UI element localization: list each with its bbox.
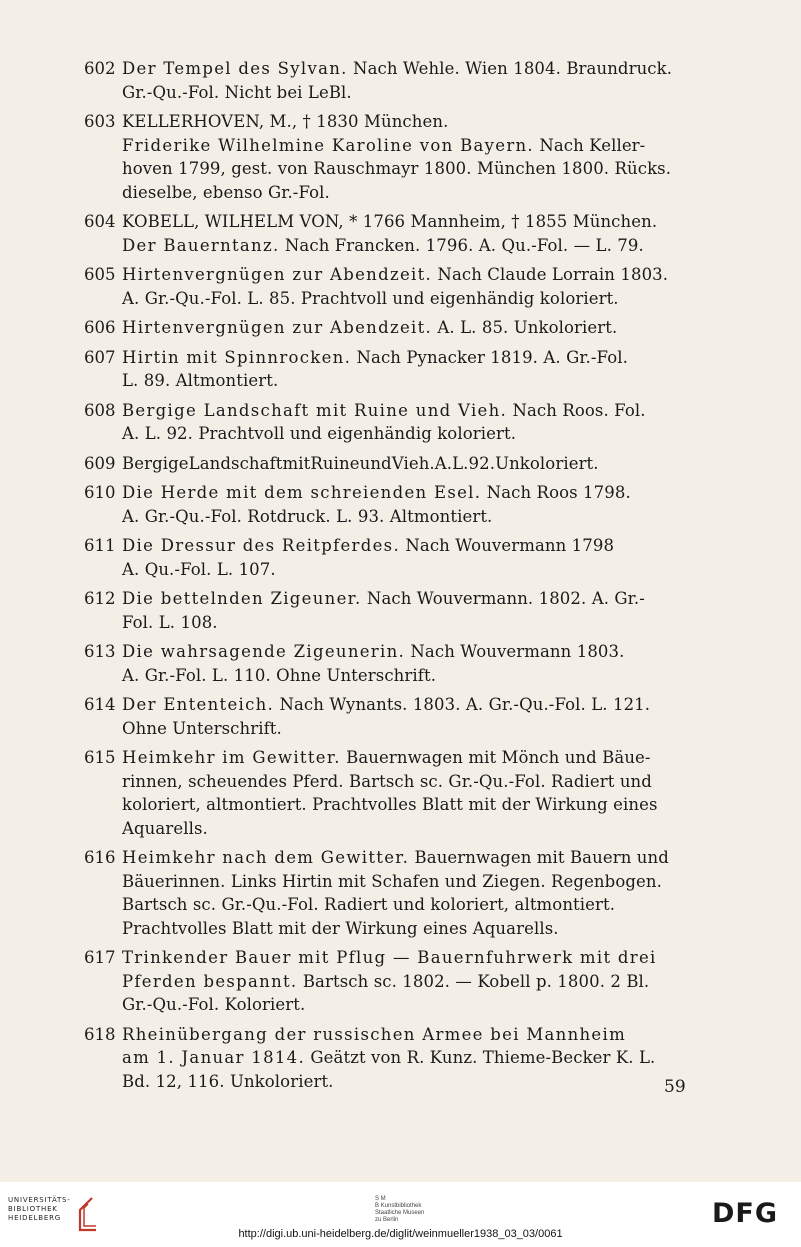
entry-line [122, 369, 700, 393]
entry-line [122, 587, 700, 611]
entry-line [122, 817, 700, 841]
catalog-entry [84, 693, 700, 740]
entry-description: Bauernwagen mit Mönch und Bäue- [340, 748, 651, 767]
catalog-entry [84, 846, 700, 940]
entry-number: 605 [84, 265, 116, 284]
entry-line [122, 1046, 700, 1070]
entry-line [122, 534, 700, 558]
entry-title: Die bettelnden Zigeuner. [122, 589, 362, 608]
entry-line [122, 917, 700, 941]
catalog-entry [84, 110, 700, 204]
entry-description: Nach Wouvermann. 1802. A. Gr.- [361, 589, 645, 608]
entry-description: Bauernwagen mit Bauern und [409, 848, 669, 867]
entry-description: Bd. 12, 116. Unkoloriert. [122, 1071, 334, 1091]
entry-line [122, 399, 700, 423]
entry-line [122, 893, 700, 917]
entry-line [122, 693, 700, 717]
kb-line: Staatliche Museen [375, 1210, 425, 1216]
entry-number: 613 [84, 642, 116, 661]
entry-number: 603 [84, 112, 116, 131]
catalog-entry [84, 481, 700, 528]
entry-title: Bergige Landschaft mit Ruine und Vieh. [122, 400, 508, 420]
source-url-link[interactable]: http://digi.ub.uni-heidelberg.de/diglit/weinmueller1938_03_03/0061 [238, 1228, 563, 1240]
entry-line [122, 640, 700, 664]
entry-description: BergigeLandschaftmitRuineundVieh.A.L.92.Unkoloriert. [122, 453, 599, 473]
entry-line [122, 481, 700, 505]
entry-description: rinnen, scheuendes Pferd. Bartsch sc. Gr.-Qu.-Fol. Radiert und [122, 771, 652, 791]
entry-line [122, 505, 700, 529]
catalog-entry [84, 316, 700, 340]
entry-number: 607 [84, 347, 116, 367]
entry-line [122, 846, 700, 870]
entry-line [122, 316, 700, 340]
entry-text [122, 263, 700, 310]
entry-line [122, 558, 700, 582]
entry-description: koloriert, altmontiert. Prachtvolles Blatt mit der Wirkung eines [122, 795, 658, 814]
catalog-entry [84, 346, 700, 393]
entry-description: Bartsch sc. 1802. — Kobell p. 1800. 2 Bl. [297, 971, 650, 991]
entry-description: KOBELL, WILHELM VON, * 1766 Mannheim, † 1855 München. [122, 212, 658, 231]
entry-line [122, 287, 700, 311]
entry-line [122, 157, 700, 181]
entry-line [122, 263, 700, 287]
entry-description: dieselbe, ebenso Gr.-Fol. [122, 182, 330, 202]
entry-description: Ohne Unterschrift. [122, 718, 282, 738]
entry-line [122, 746, 700, 770]
entry-description: L. 89. Altmontiert. [122, 371, 279, 390]
entry-line [122, 57, 700, 81]
catalog-entry [84, 210, 700, 257]
entry-line [122, 870, 700, 894]
entry-description: A. Qu.-Fol. L. 107. [122, 559, 276, 579]
entry-description: Nach Pynacker 1819. A. Gr.-Fol. [351, 347, 628, 367]
entry-number: 606 [84, 318, 116, 337]
entry-description: KELLERHOVEN, M., † 1830 München. [122, 112, 449, 131]
entry-text [122, 481, 700, 528]
catalog-entries [84, 57, 700, 1099]
catalog-entry [84, 587, 700, 634]
entry-line [122, 1023, 700, 1047]
entry-line [122, 346, 700, 370]
entry-line [122, 611, 700, 635]
catalog-entry [84, 640, 700, 687]
entry-description: Nach Claude Lorrain 1803. [432, 265, 669, 284]
entry-line [122, 793, 700, 817]
entry-line [122, 770, 700, 794]
entry-text [122, 587, 700, 634]
entry-number: 610 [84, 483, 116, 502]
entry-line [122, 110, 700, 134]
catalog-entry [84, 746, 700, 840]
entry-title: Pferden bespannt. [122, 971, 298, 991]
entry-line [122, 970, 700, 994]
catalog-entry [84, 452, 700, 476]
entry-description: Fol. L. 108. [122, 612, 218, 632]
entry-line [122, 234, 700, 258]
catalog-entry [84, 57, 700, 104]
entry-description: Nach Wouvermann 1798 [400, 536, 615, 555]
entry-line [122, 946, 700, 970]
entry-description: A. Gr.-Qu.-Fol. L. 85. Prachtvoll und eigenhändig koloriert. [122, 288, 619, 308]
entry-description: Bäuerinnen. Links Hirtin mit Schafen und Ziegen. Regenbogen. [122, 871, 662, 891]
entry-title: Der Bauerntanz. [122, 235, 280, 255]
entry-text [122, 346, 700, 393]
entry-text [122, 210, 700, 257]
heidelberg-library-logo [8, 1196, 103, 1232]
dfg-logo: DFG [712, 1198, 779, 1229]
entry-title: Friderike Wilhelmine Karoline von Bayern. [122, 135, 534, 155]
entry-text [122, 110, 700, 204]
university-line: UNIVERSITÄTS- [8, 1196, 71, 1204]
entry-description: hoven 1799, gest. von Rauschmayr 1800. München 1800. Rücks. [122, 159, 672, 178]
entry-number: 602 [84, 59, 116, 78]
entry-description: Nach Wouvermann 1803. [405, 642, 625, 661]
footer-bar [0, 1190, 801, 1247]
entry-description: A. Gr.-Qu.-Fol. Rotdruck. L. 93. Altmontiert. [122, 506, 493, 526]
catalog-entry [84, 1023, 700, 1094]
kb-line: B Kunstbibliothek [375, 1203, 422, 1209]
entry-line [122, 717, 700, 741]
catalog-entry [84, 263, 700, 310]
entry-number: 612 [84, 589, 116, 608]
entry-line [122, 81, 700, 105]
entry-text [122, 640, 700, 687]
entry-title: Hirtenvergnügen zur Abendzeit. [122, 265, 433, 284]
entry-number: 618 [84, 1024, 116, 1044]
entry-line [122, 664, 700, 688]
entry-description: Nach Wehle. Wien 1804. Braundruck. [347, 59, 673, 78]
entry-title: Hirtin mit Spinnrocken. [122, 347, 352, 367]
university-line: BIBLIOTHEK [8, 1205, 58, 1213]
entry-line [122, 422, 700, 446]
entry-number: 608 [84, 400, 116, 420]
entry-description: Prachtvolles Blatt mit der Wirkung eines Aquarells. [122, 918, 559, 938]
entry-number: 609 [84, 453, 116, 473]
entry-text [122, 57, 700, 104]
entry-text [122, 452, 700, 476]
entry-number: 611 [84, 536, 116, 555]
entry-description: Bartsch sc. Gr.-Qu.-Fol. Radiert und koloriert, altmontiert. [122, 895, 616, 914]
entry-text [122, 693, 700, 740]
entry-text [122, 746, 700, 840]
catalog-entry [84, 534, 700, 581]
entry-description: A. L. 85. Unkoloriert. [432, 318, 618, 337]
kb-line: S M [375, 1196, 386, 1202]
entry-text [122, 1023, 700, 1094]
entry-line [122, 134, 700, 158]
university-line: HEIDELBERG [8, 1214, 61, 1222]
entry-description: Gr.-Qu.-Fol. Koloriert. [122, 995, 306, 1014]
entry-title: Trinkender Bauer mit Pflug — Bauernfuhrwerk mit drei [122, 948, 657, 967]
entry-description: Nach Wynants. 1803. A. Gr.-Qu.-Fol. L. 121. [274, 695, 651, 714]
entry-title: Heimkehr im Gewitter. [122, 748, 341, 767]
entry-title: Der Ententeich. [122, 695, 275, 714]
entry-line [122, 993, 700, 1017]
kunstbibliothek-credit [375, 1196, 424, 1224]
entry-title: Hirtenvergnügen zur Abendzeit. [122, 318, 433, 337]
entry-line [122, 1070, 700, 1094]
entry-title: Die Dressur des Reitpferdes. [122, 536, 400, 555]
entry-description: Nach Keller- [533, 135, 646, 155]
entry-text [122, 534, 700, 581]
entry-number: 604 [84, 212, 116, 231]
catalog-entry [84, 946, 700, 1017]
entry-title: Der Tempel des Sylvan. [122, 59, 348, 78]
entry-title: Rheinübergang der russischen Armee bei Mannheim [122, 1024, 627, 1044]
entry-description: Nach Roos. Fol. [507, 400, 646, 420]
kb-line: zu Berlin [375, 1217, 399, 1223]
entry-title: Die Herde mit dem schreienden Esel. [122, 483, 482, 502]
entry-description: A. L. 92. Prachtvoll und eigenhändig koloriert. [122, 424, 517, 443]
catalog-entry [84, 399, 700, 446]
entry-description: Geätzt von R. Kunz. Thieme-Becker K. L. [305, 1048, 656, 1067]
entry-description: Aquarells. [122, 818, 208, 838]
page-number: 59 [664, 1077, 686, 1097]
entry-text [122, 399, 700, 446]
entry-description: Gr.-Qu.-Fol. Nicht bei LeBl. [122, 82, 352, 102]
entry-description: A. Gr.-Fol. L. 110. Ohne Unterschrift. [122, 665, 437, 685]
entry-number: 616 [84, 848, 116, 867]
entry-title: Die wahrsagende Zigeunerin. [122, 642, 406, 661]
entry-line [122, 181, 700, 205]
entry-description: Nach Roos 1798. [481, 483, 631, 502]
entry-title: Heimkehr nach dem Gewitter. [122, 848, 410, 867]
entry-line [122, 452, 700, 476]
entry-text [122, 946, 700, 1017]
entry-number: 614 [84, 695, 116, 714]
entry-number: 617 [84, 948, 116, 967]
entry-description: Nach Francken. 1796. A. Qu.-Fol. — L. 79. [279, 235, 644, 255]
entry-text [122, 846, 700, 940]
entry-number: 615 [84, 748, 116, 767]
entry-line [122, 210, 700, 234]
entry-text [122, 316, 700, 340]
entry-title: am 1. Januar 1814. [122, 1048, 306, 1067]
